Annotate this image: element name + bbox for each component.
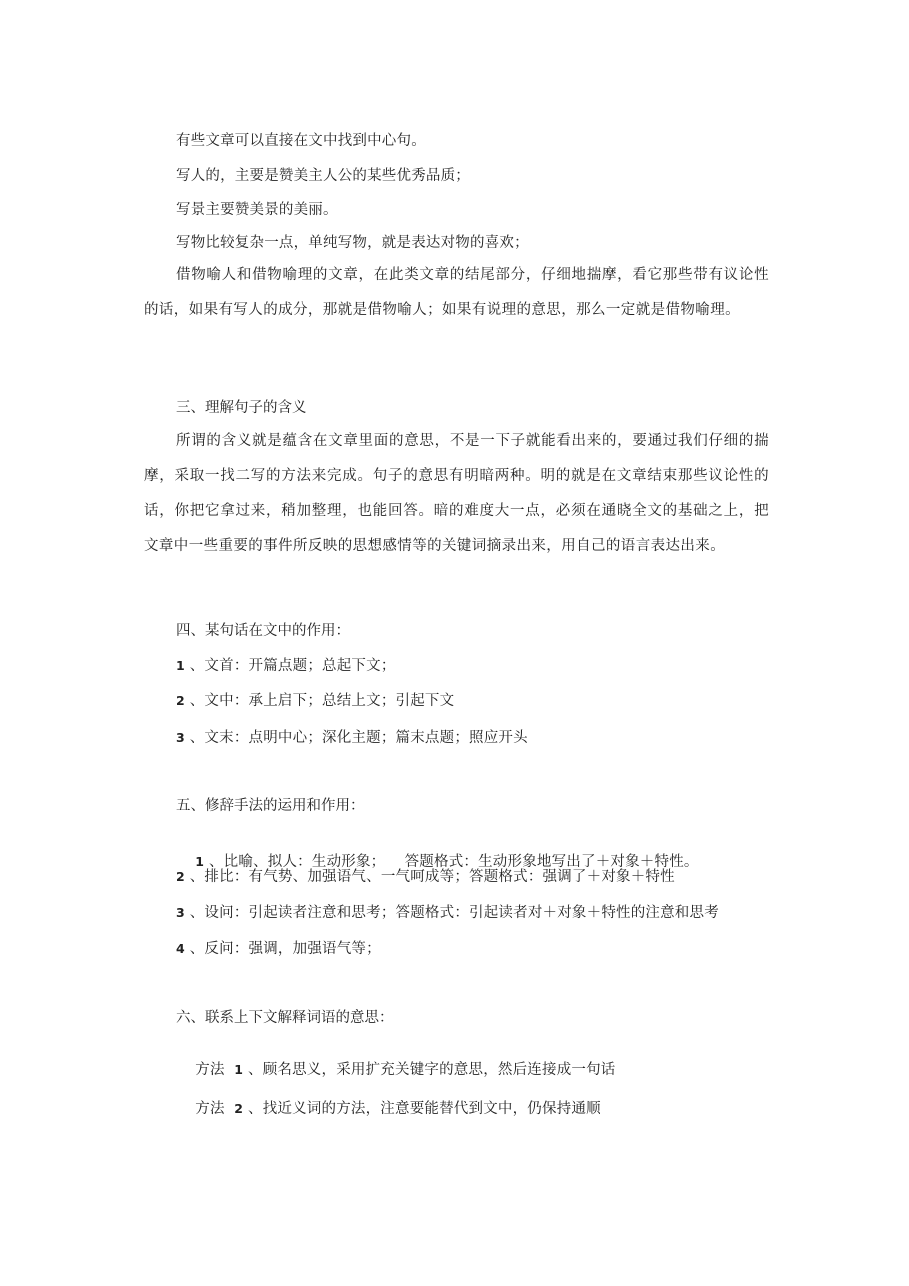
item-prefix: 方法 xyxy=(195,1101,235,1117)
section-4-item-3 xyxy=(176,728,528,748)
section-4-item-1 xyxy=(176,656,396,676)
section-4-item-2 xyxy=(176,691,454,711)
section-6-heading: 六、联系上下文解释词语的意思： xyxy=(176,1010,394,1026)
item-text: 、反问：强调，加强语气等； xyxy=(184,941,381,957)
item-text: 、排比：有气势、加强语气、一气呵成等；答题格式：强调了＋对象＋特性 xyxy=(184,869,675,885)
intro-paragraph: 借物喻人和借物喻理的文章，在此类文章的结尾部分，仔细地揣摩，看它那些带有议论性的话，如果有写人的成分，那就是借物喻人；如果有说理的意思，那么一定就是借物喻理。 xyxy=(144,267,769,318)
item-number: 2 xyxy=(176,869,185,884)
item-number: 1 xyxy=(176,658,185,673)
item-text: 、文中：承上启下；总结上文；引起下文 xyxy=(184,693,455,709)
item-number: 1 xyxy=(234,1062,244,1077)
section-5-item-4 xyxy=(176,939,381,959)
section-5-heading: 五、修辞手法的运用和作用： xyxy=(176,798,365,814)
section-5-item-2 xyxy=(176,867,675,887)
item-text: 、顾名思义，采用扩充关键字的意思，然后连接成一句话 xyxy=(243,1062,616,1078)
intro-line-1: 有些文章可以直接在文中找到中心句。 xyxy=(176,133,426,149)
intro-line-2: 写人的，主要是赞美主人公的某些优秀品质； xyxy=(176,168,470,184)
section-5-item-3 xyxy=(176,903,719,923)
item-text: 、比喻、拟人：生动形象； 答题格式：生动形象地写出了＋对象＋特性。 xyxy=(204,854,699,870)
intro-line-4: 写物比较复杂一点，单纯写物，就是表达对物的喜欢； xyxy=(176,235,529,251)
section-6-item-2 xyxy=(176,1079,601,1139)
item-text: 、找近义词的方法，注意要能替代到文中，仍保持通顺 xyxy=(243,1101,601,1117)
item-prefix: 方法 xyxy=(195,1062,235,1078)
item-text: 、文首：开篇点题；总起下文； xyxy=(184,658,396,674)
item-number: 2 xyxy=(176,693,185,708)
item-number: 1 xyxy=(195,854,205,869)
item-number: 3 xyxy=(176,730,185,745)
section-3-heading: 三、理解句子的含义 xyxy=(176,400,307,416)
item-text: 、设问：引起读者注意和思考；答题格式：引起读者对＋对象＋特性的注意和思考 xyxy=(184,905,719,921)
intro-line-3: 写景主要赞美景的美丽。 xyxy=(176,202,338,218)
item-text: 、文末：点明中心；深化主题；篇末点题；照应开头 xyxy=(184,730,528,746)
item-number: 4 xyxy=(176,941,185,956)
item-number: 3 xyxy=(176,905,185,920)
item-number: 2 xyxy=(234,1101,244,1116)
section-3-paragraph: 所谓的含义就是蕴含在文章里面的意思，不是一下子就能看出来的，要通过我们仔细的揣摩，采取一找二写的方法来完成。句子的意思有明暗两种。明的就是在文章结束那些议论性的话，你把它拿过来，稍加整理，也能回答。暗的难度大一点，必须在通晓全文的基础之上，把文章中一些重要的事件所反映的思想感情等的关键词摘录出来，用自己的语言表达出来。 xyxy=(144,433,769,554)
section-4-heading: 四、某句话在文中的作用： xyxy=(176,623,350,639)
